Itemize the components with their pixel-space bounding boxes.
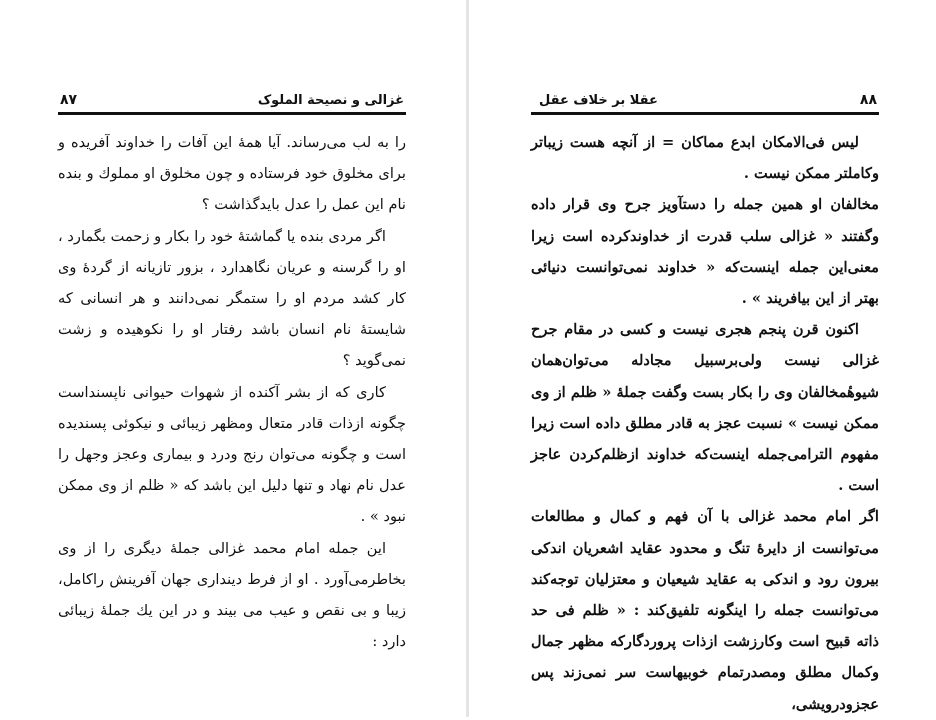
paragraph: اگر مردی بنده یا گماشتهٔ خود را بکار و زحمت بگمارد ، او را گرسنه و عریان نگاهدارد ، بزور تازیانه از گردهٔ وی کار کشد مردم او را ستمگر نمی‌دانند و هر انسانی که شایستهٔ نام انسان باشد رفتار او را نکوهیده و زشت نمی‌گوید ؟ [58, 227, 406, 370]
left-running-title: غزالی و نصیحة الملوک [257, 93, 404, 108]
left-page-header [58, 92, 406, 115]
right-page-header [531, 92, 879, 115]
paragraph: کاری که از بشر آکنده از شهوات حیوانی ناپسنداست چگونه ازذات قادر متعال ومظهر زیبائی و نیکوئی پسندیده است و چگونه می‌توان رنج ودرد و بیماری وعجز وجهل را عدل نام نهاد و تنها دلیل این باشد که « ظلم از وی ممکن نبود » . [58, 383, 406, 526]
right-running-title: عقلا بر خلاف عقل [539, 93, 658, 108]
right-page-body [531, 127, 879, 720]
left-page-number: ۸۷ [60, 92, 78, 108]
paragraph: این جمله امام محمد غزالی جملهٔ دیگری را از وی بخاطرمی‌آورد . او از فرط دینداری جهان آفرینش راکامل، زیبا و بی نقص و عیب می بیند و در این یك جملهٔ زیبائی دارد : [58, 539, 406, 651]
left-page [58, 92, 406, 657]
book-spine [466, 0, 469, 717]
paragraph: اگر امام محمد غزالی با آن فهم و کمال و مطالعات می‌توانست از دایرهٔ تنگ و محدود عقاید اشعریان اندکی بیرون رود و اندکی به عقاید شیعیان و معتزلیان توجه‌کند می‌توانست جمله را اینگونه تلفیق‌کند : « ظلم فی حد ذاته قبیح است وکارزشت ازذات پروردگارکه مظهر جمال وکمال مطلق ومصدرتمام خوبیهاست سر نمی‌زند پس عجزودرویشی، [531, 508, 879, 713]
paragraph: مخالفان او همین جمله را دستآویز جرح وی قرار داده وگفتند « غزالی سلب قدرت از خداوندکرده است زیرا معنی‌این جمله اینست‌که « خداوند نمی‌توانست دنیائی بهتر از این بیافریند » . [531, 196, 879, 308]
paragraph: را به لب می‌رساند. آیا همهٔ این آفات را خداوند آفریده و برای مخلوق خود فرستاده و چون مخلوق او مملوك و بنده نام این عمل را عدل باید‌گذاشت ؟ [58, 134, 406, 214]
paragraph: اکنون قرن پنجم هجری نیست و کسی در مقام جرح غزالی نیست ولی‌برسبیل مجادله می‌توان‌همان شیوهٔمخالفان وی را بکار بست وگفت جملهٔ « ظلم از وی ممکن نیست » نسبت عجز به قادر مطلق داده است زیرا مفهوم الترامی‌جمله اینست‌که خداوند ازظلم‌کردن عاجز است . [531, 321, 879, 495]
right-page [531, 92, 879, 720]
paragraph: لیس فی‌الامکان ابدع مماکان = از آنچه هست زیباتر وکاملتر ممکن نیست . [531, 134, 879, 183]
right-page-number: ۸۸ [859, 92, 877, 108]
left-page-body [58, 127, 406, 657]
